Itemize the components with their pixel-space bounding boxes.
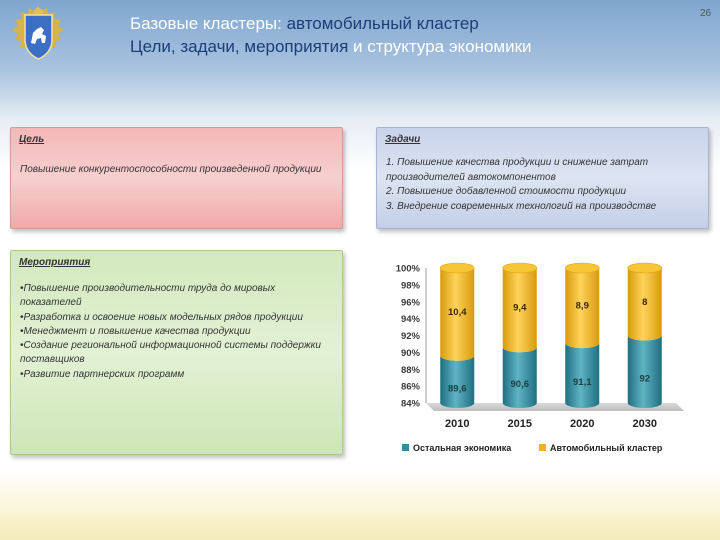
- economy-structure-chart: [358, 246, 698, 468]
- legend-swatch-auto: [539, 444, 546, 451]
- tasks-panel: [376, 127, 709, 229]
- tasks-heading: Задачи: [385, 134, 421, 145]
- y-tick-label: 96%: [400, 297, 420, 309]
- bar-top-cap: [503, 263, 537, 273]
- bar-top-cap: [440, 263, 474, 273]
- goal-panel: [10, 127, 343, 229]
- action-item: •Менеджмент и повышение качества продукции: [20, 325, 251, 337]
- action-item: •Повышение производительности труда до мировых показателей: [20, 283, 276, 309]
- data-label-auto: 10,4: [448, 306, 467, 318]
- x-tick-label: 2030: [632, 418, 657, 430]
- data-label-other: 91,1: [573, 377, 592, 389]
- actions-heading: Мероприятия: [19, 257, 91, 268]
- bar-segment-other: [565, 343, 599, 408]
- y-tick-label: 94%: [400, 314, 420, 326]
- data-label-auto: 9,4: [513, 302, 527, 314]
- data-label-other: 90,6: [510, 379, 529, 391]
- legend-label-auto: Автомобильный кластер: [550, 443, 663, 453]
- data-label-other: 89,6: [448, 383, 467, 395]
- action-item: •Развитие партнерских программ: [20, 368, 185, 380]
- page-number: 26: [700, 8, 712, 19]
- task-item: 3. Внедрение современных технологий на производстве: [386, 200, 657, 212]
- bar-segment-other: [628, 336, 662, 409]
- data-label-other: 92: [639, 373, 651, 385]
- bar-top-cap: [565, 263, 599, 273]
- y-tick-label: 92%: [400, 331, 420, 342]
- actions-list: [20, 282, 336, 382]
- action-item: •Разработка и освоение новых модельных рядов продукции: [20, 311, 303, 323]
- task-item: 1. Повышение качества продукции и снижение затрат производителей автокомпонентов: [386, 157, 649, 183]
- y-tick-label: 84%: [400, 398, 420, 410]
- y-tick-label: 100%: [395, 263, 420, 275]
- slide-header: [0, 0, 720, 75]
- legend-label-other: Остальная экономика: [413, 443, 512, 453]
- bar-top-cap: [628, 263, 662, 273]
- y-tick-label: 98%: [400, 280, 420, 292]
- task-item: 2. Повышение добавленной стоимости продукции: [386, 186, 627, 197]
- coat-of-arms-icon: [11, 3, 66, 67]
- x-tick-label: 2015: [507, 418, 532, 430]
- y-tick-label: 88%: [400, 364, 420, 376]
- action-item: •Создание региональной информационной системы поддержки поставщиков: [20, 340, 321, 366]
- bar-segment-other: [440, 356, 474, 408]
- data-label-auto: 8,9: [575, 300, 589, 312]
- x-tick-label: 2020: [570, 418, 595, 430]
- x-tick-label: 2010: [445, 418, 470, 430]
- data-label-auto: 8: [642, 296, 648, 308]
- y-tick-label: 86%: [400, 381, 420, 393]
- goal-text: Повышение конкурентоспособности произведенной продукции: [20, 164, 322, 175]
- tasks-list: [386, 156, 704, 214]
- legend-swatch-other: [402, 444, 409, 451]
- goal-heading: Цель: [19, 134, 45, 145]
- slide-title-line2: Цели, задачи, мероприятия и структура экономики: [130, 37, 532, 56]
- slide-title-line1: Базовые кластеры: автомобильный кластер: [130, 14, 479, 33]
- actions-panel: [10, 250, 343, 455]
- y-tick-label: 90%: [400, 347, 420, 359]
- bar-segment-other: [503, 347, 537, 408]
